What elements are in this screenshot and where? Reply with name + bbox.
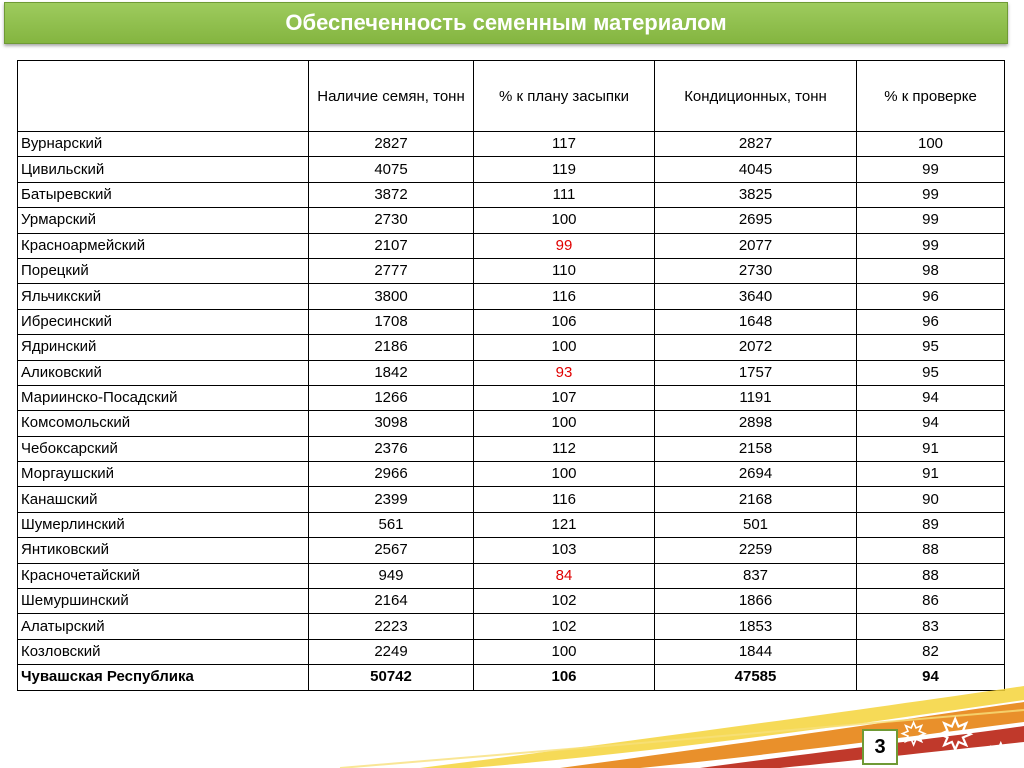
cell-plan-pct: 121 bbox=[474, 512, 655, 537]
table-row bbox=[18, 639, 1005, 664]
table-row bbox=[18, 436, 1005, 461]
cell-conditioned: 2158 bbox=[655, 436, 857, 461]
cell-conditioned: 1853 bbox=[655, 614, 857, 639]
cell-conditioned: 3640 bbox=[655, 284, 857, 309]
cell-conditioned: 1191 bbox=[655, 385, 857, 410]
cell-district: Ибресинский bbox=[18, 309, 309, 334]
cell-district: Шумерлинский bbox=[18, 512, 309, 537]
cell-seeds: 2107 bbox=[309, 233, 474, 258]
cell-seeds: 1842 bbox=[309, 360, 474, 385]
cell-plan-pct: 107 bbox=[474, 385, 655, 410]
cell-plan-pct: 100 bbox=[474, 335, 655, 360]
header-check-pct: % к проверке bbox=[857, 61, 1005, 132]
cell-seeds: 2186 bbox=[309, 335, 474, 360]
cell-conditioned: 501 bbox=[655, 512, 857, 537]
cell-conditioned: 2827 bbox=[655, 132, 857, 157]
cell-seeds: 2777 bbox=[309, 258, 474, 283]
header-plan-pct: % к плану засыпки bbox=[474, 61, 655, 132]
cell-check-pct: 88 bbox=[857, 538, 1005, 563]
table-body bbox=[18, 132, 1005, 691]
cell-check-pct: 89 bbox=[857, 512, 1005, 537]
cell-seeds: 3872 bbox=[309, 182, 474, 207]
cell-conditioned: 47585 bbox=[655, 665, 857, 690]
cell-district: Янтиковский bbox=[18, 538, 309, 563]
cell-seeds: 2730 bbox=[309, 208, 474, 233]
cell-conditioned: 2072 bbox=[655, 335, 857, 360]
cell-check-pct: 86 bbox=[857, 589, 1005, 614]
table-row bbox=[18, 335, 1005, 360]
table-row bbox=[18, 385, 1005, 410]
page-title: Обеспеченность семенным материалом bbox=[285, 10, 727, 35]
table-row bbox=[18, 208, 1005, 233]
table-row bbox=[18, 538, 1005, 563]
cell-check-pct: 94 bbox=[857, 411, 1005, 436]
cell-conditioned: 1866 bbox=[655, 589, 857, 614]
table-row bbox=[18, 487, 1005, 512]
table-row bbox=[18, 284, 1005, 309]
cell-seeds: 561 bbox=[309, 512, 474, 537]
star-icon bbox=[988, 743, 1013, 768]
cell-district: Канашский bbox=[18, 487, 309, 512]
decorative-stars bbox=[898, 712, 1024, 768]
table-row bbox=[18, 462, 1005, 487]
cell-check-pct: 94 bbox=[857, 665, 1005, 690]
cell-plan-pct: 84 bbox=[474, 563, 655, 588]
cell-district: Алатырский bbox=[18, 614, 309, 639]
cell-conditioned: 2898 bbox=[655, 411, 857, 436]
table-row bbox=[18, 360, 1005, 385]
header-district bbox=[18, 61, 309, 132]
cell-check-pct: 91 bbox=[857, 462, 1005, 487]
cell-conditioned: 2168 bbox=[655, 487, 857, 512]
cell-check-pct: 83 bbox=[857, 614, 1005, 639]
cell-conditioned: 2259 bbox=[655, 538, 857, 563]
table-row bbox=[18, 563, 1005, 588]
header-seeds: Наличие семян, тонн bbox=[309, 61, 474, 132]
cell-seeds: 2567 bbox=[309, 538, 474, 563]
cell-seeds: 2223 bbox=[309, 614, 474, 639]
cell-district: Батыревский bbox=[18, 182, 309, 207]
cell-conditioned: 2694 bbox=[655, 462, 857, 487]
cell-plan-pct: 106 bbox=[474, 309, 655, 334]
header-row bbox=[18, 61, 1005, 132]
cell-check-pct: 95 bbox=[857, 335, 1005, 360]
cell-plan-pct: 100 bbox=[474, 462, 655, 487]
cell-seeds: 50742 bbox=[309, 665, 474, 690]
cell-seeds: 4075 bbox=[309, 157, 474, 182]
cell-district: Вурнарский bbox=[18, 132, 309, 157]
cell-seeds: 3800 bbox=[309, 284, 474, 309]
cell-plan-pct: 102 bbox=[474, 589, 655, 614]
cell-plan-pct: 110 bbox=[474, 258, 655, 283]
cell-district: Яльчикский bbox=[18, 284, 309, 309]
cell-district: Шемуршинский bbox=[18, 589, 309, 614]
cell-conditioned: 2695 bbox=[655, 208, 857, 233]
cell-conditioned: 2730 bbox=[655, 258, 857, 283]
cell-check-pct: 98 bbox=[857, 258, 1005, 283]
cell-seeds: 2376 bbox=[309, 436, 474, 461]
cell-plan-pct: 116 bbox=[474, 487, 655, 512]
cell-plan-pct: 102 bbox=[474, 614, 655, 639]
cell-seeds: 1708 bbox=[309, 309, 474, 334]
table-row bbox=[18, 132, 1005, 157]
cell-district: Урмарский bbox=[18, 208, 309, 233]
cell-check-pct: 82 bbox=[857, 639, 1005, 664]
cell-district: Комсомольский bbox=[18, 411, 309, 436]
cell-plan-pct: 100 bbox=[474, 639, 655, 664]
cell-check-pct: 95 bbox=[857, 360, 1005, 385]
cell-district: Чебоксарский bbox=[18, 436, 309, 461]
cell-district: Моргаушский bbox=[18, 462, 309, 487]
table-row bbox=[18, 589, 1005, 614]
cell-seeds: 1266 bbox=[309, 385, 474, 410]
cell-check-pct: 96 bbox=[857, 309, 1005, 334]
cell-check-pct: 91 bbox=[857, 436, 1005, 461]
cell-conditioned: 3825 bbox=[655, 182, 857, 207]
cell-seeds: 2399 bbox=[309, 487, 474, 512]
star-icon bbox=[940, 719, 971, 750]
cell-district: Красноармейский bbox=[18, 233, 309, 258]
cell-district: Красночетайский bbox=[18, 563, 309, 588]
cell-conditioned: 2077 bbox=[655, 233, 857, 258]
cell-conditioned: 837 bbox=[655, 563, 857, 588]
table-row bbox=[18, 182, 1005, 207]
table-row bbox=[18, 309, 1005, 334]
table-row bbox=[18, 157, 1005, 182]
cell-plan-pct: 112 bbox=[474, 436, 655, 461]
table-row bbox=[18, 258, 1005, 283]
cell-plan-pct: 100 bbox=[474, 208, 655, 233]
cell-conditioned: 1844 bbox=[655, 639, 857, 664]
cell-check-pct: 94 bbox=[857, 385, 1005, 410]
cell-plan-pct: 99 bbox=[474, 233, 655, 258]
cell-district: Мариинско-Посадский bbox=[18, 385, 309, 410]
table-row bbox=[18, 614, 1005, 639]
cell-check-pct: 100 bbox=[857, 132, 1005, 157]
cell-plan-pct: 93 bbox=[474, 360, 655, 385]
seed-supply-table bbox=[17, 60, 1005, 691]
cell-check-pct: 96 bbox=[857, 284, 1005, 309]
cell-district: Козловский bbox=[18, 639, 309, 664]
star-icon bbox=[902, 722, 924, 744]
cell-district: Ядринский bbox=[18, 335, 309, 360]
cell-plan-pct: 100 bbox=[474, 411, 655, 436]
cell-seeds: 3098 bbox=[309, 411, 474, 436]
cell-conditioned: 1648 bbox=[655, 309, 857, 334]
cell-plan-pct: 119 bbox=[474, 157, 655, 182]
cell-seeds: 2966 bbox=[309, 462, 474, 487]
cell-seeds: 2827 bbox=[309, 132, 474, 157]
cell-seeds: 2249 bbox=[309, 639, 474, 664]
cell-district: Аликовский bbox=[18, 360, 309, 385]
table-row bbox=[18, 233, 1005, 258]
cell-check-pct: 99 bbox=[857, 182, 1005, 207]
cell-district: Чувашская Республика bbox=[18, 665, 309, 690]
cell-plan-pct: 103 bbox=[474, 538, 655, 563]
cell-conditioned: 1757 bbox=[655, 360, 857, 385]
title-bar bbox=[4, 2, 1008, 44]
table-row bbox=[18, 512, 1005, 537]
table-row bbox=[18, 411, 1005, 436]
cell-check-pct: 99 bbox=[857, 157, 1005, 182]
cell-plan-pct: 117 bbox=[474, 132, 655, 157]
cell-check-pct: 88 bbox=[857, 563, 1005, 588]
cell-plan-pct: 111 bbox=[474, 182, 655, 207]
cell-seeds: 2164 bbox=[309, 589, 474, 614]
cell-district: Порецкий bbox=[18, 258, 309, 283]
cell-district: Цивильский bbox=[18, 157, 309, 182]
cell-plan-pct: 116 bbox=[474, 284, 655, 309]
cell-plan-pct: 106 bbox=[474, 665, 655, 690]
cell-check-pct: 99 bbox=[857, 208, 1005, 233]
cell-check-pct: 99 bbox=[857, 233, 1005, 258]
cell-check-pct: 90 bbox=[857, 487, 1005, 512]
cell-conditioned: 4045 bbox=[655, 157, 857, 182]
page-number: 3 bbox=[862, 729, 898, 765]
cell-seeds: 949 bbox=[309, 563, 474, 588]
header-conditioned: Кондиционных, тонн bbox=[655, 61, 857, 132]
